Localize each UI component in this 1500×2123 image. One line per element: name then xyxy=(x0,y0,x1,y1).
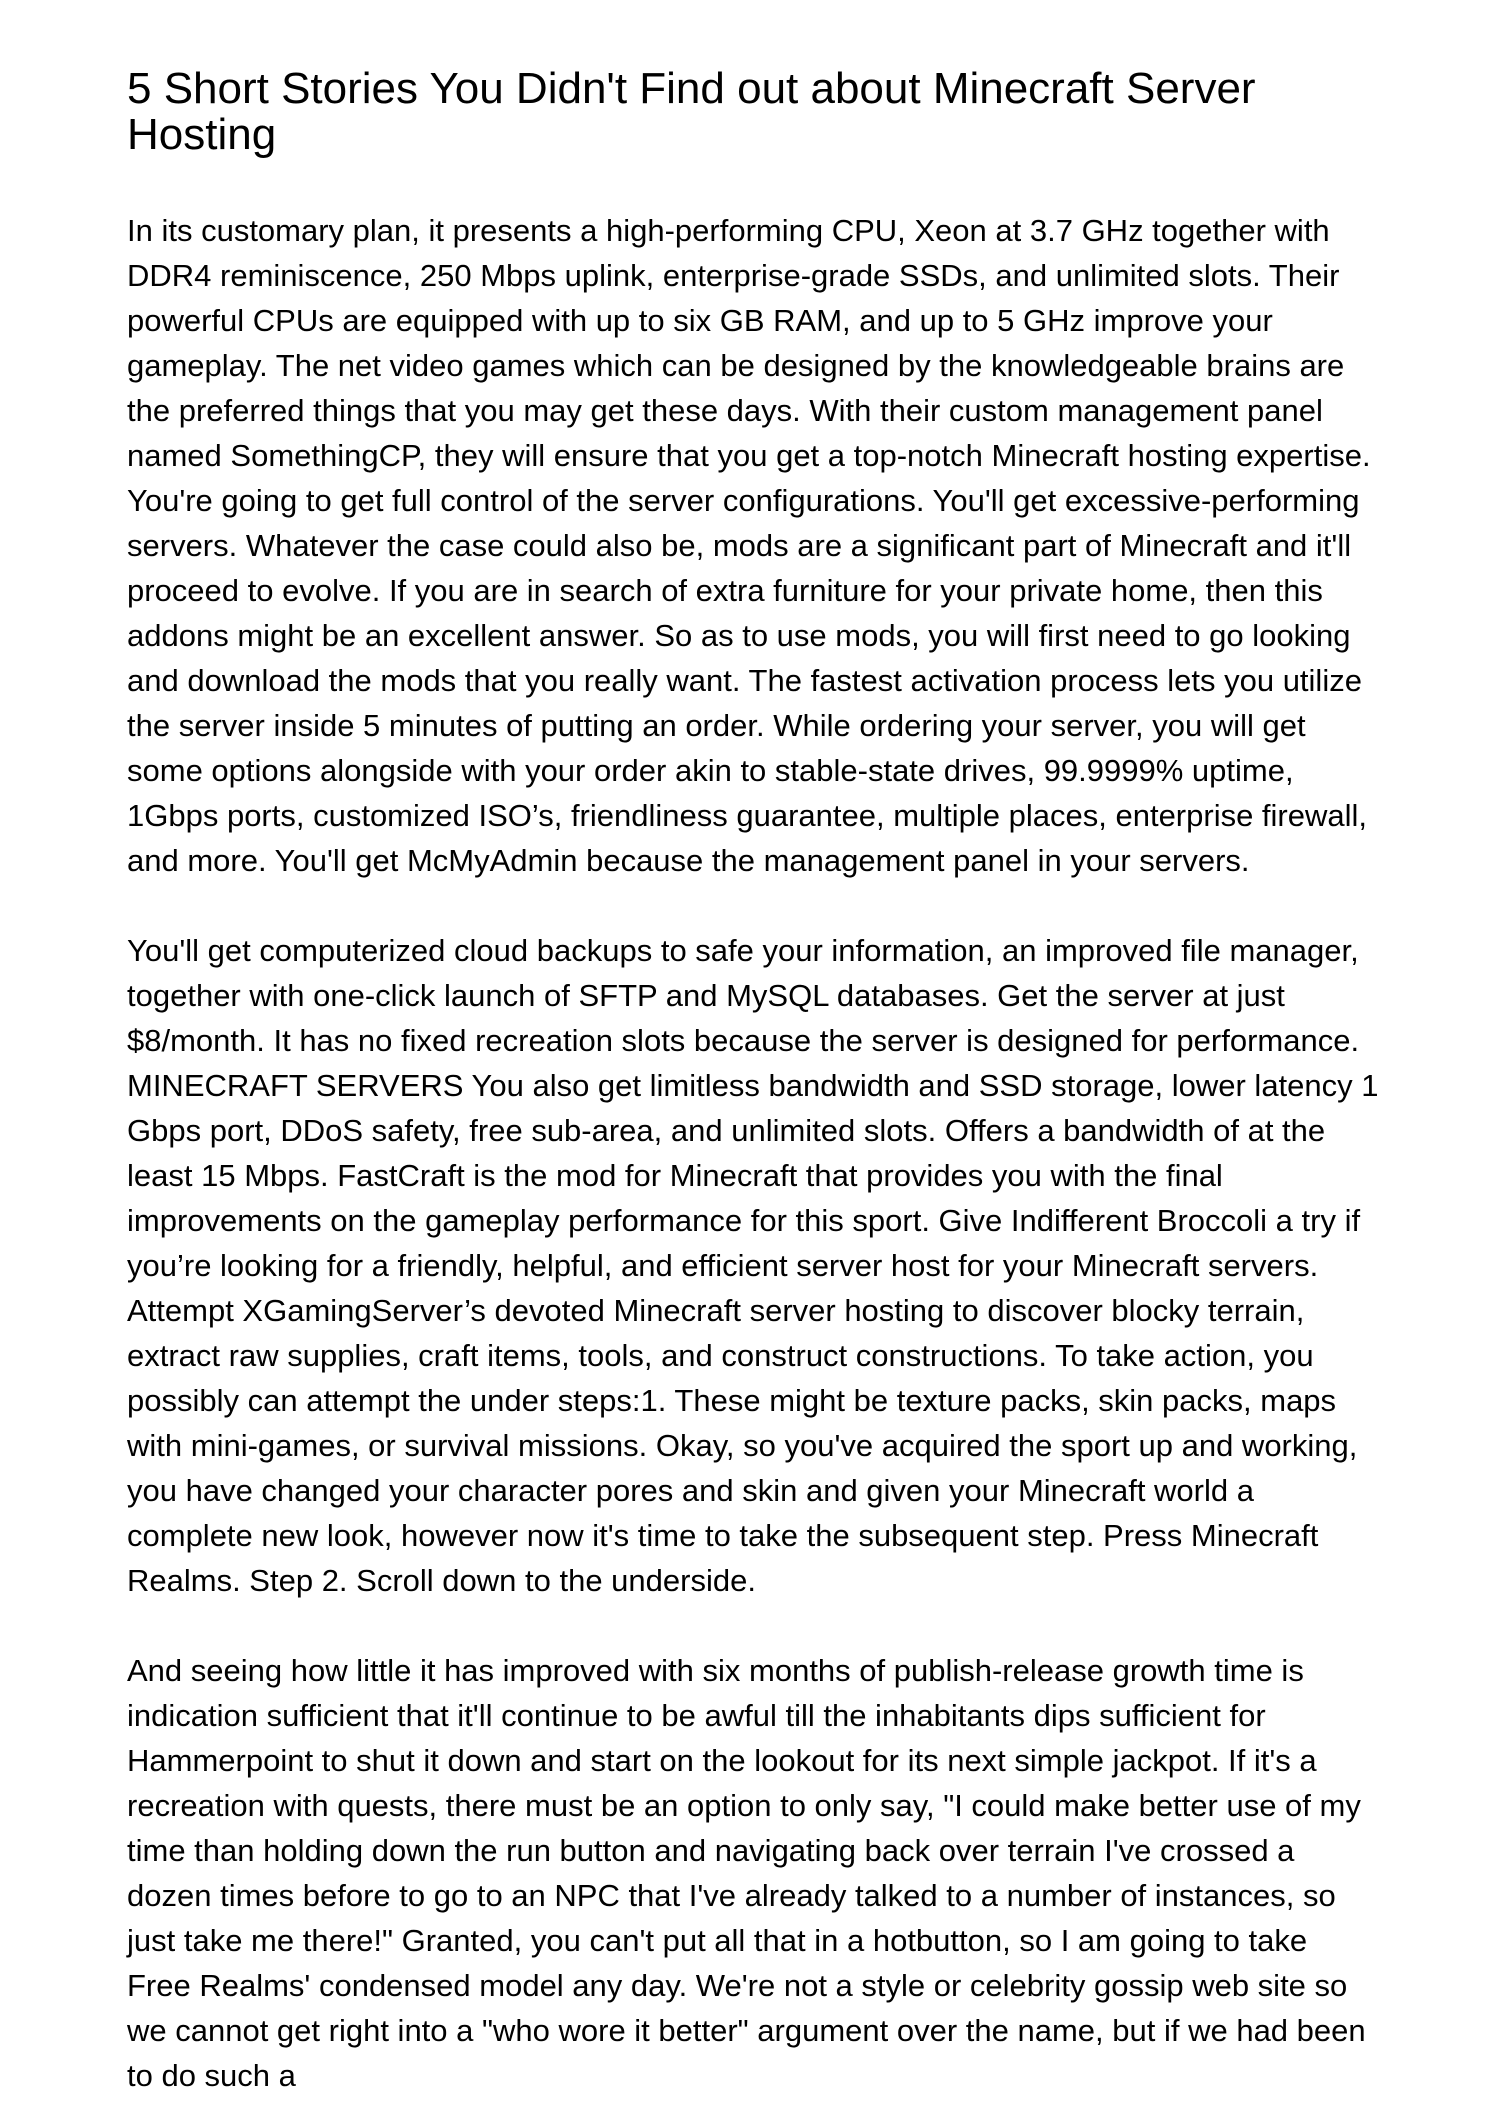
article-body xyxy=(127,208,1379,2098)
article-paragraph-1: In its customary plan, it presents a high-performing CPU, Xeon at 3.7 GHz together with DDR4 reminiscence, 250 Mbps uplink, enterprise-grade SSDs, and unlimited slots. Their powerful CPUs are equipped with up to six GB RAM, and up to 5 GHz improve your gameplay. The net video games which can be designed by the knowledgeable brains are the preferred things that you may get these days. With their custom management panel named SomethingCP, they will ensure that you get a top-notch Minecraft hosting expertise. You're going to get full control of the server configurations. You'll get excessive-performing servers. Whatever the case could also be, mods are a significant part of Minecraft and it'll proceed to evolve. If you are in search of extra furniture for your private home, then this addons might be an excellent answer. So as to use mods, you will first need to go looking and download the mods that you really want. The fastest activation process lets you utilize the server inside 5 minutes of putting an order. While ordering your server, you will get some options alongside with your order akin to stable-state drives, 99.9999% uptime, 1Gbps ports, customized ISO’s, friendliness guarantee, multiple places, enterprise firewall, and more. You'll get McMyAdmin because the management panel in your servers. xyxy=(127,213,1371,878)
article-paragraph-3: And seeing how little it has improved with six months of publish-release growth time is indication sufficient that it'll continue to be awful till the inhabitants dips sufficient for Hammerpoint to shut it down and start on the lookout for its next simple jackpot. If it's a recreation with quests, there must be an option to only say, "I could make better use of my time than holding down the run button and navigating back over terrain I've crossed a dozen times before to go to an NPC that I've already talked to a number of instances, so just take me there!" Granted, you can't put all that in a hotbutton, so I am going to take Free Realms' condensed model any day. We're not a style or celebrity gossip web site so we cannot get right into a "who wore it better" argument over the name, but if we had been to do such a xyxy=(127,1653,1366,2093)
article-paragraph-2: You'll get computerized cloud backups to safe your information, an improved file manager, together with one-click launch of SFTP and MySQL databases. Get the server at just $8/month. It has no fixed recreation slots because the server is designed for performance. MINECRAFT SERVERS You also get limitless bandwidth and SSD storage, lower latency 1 Gbps port, DDoS safety, free sub-area, and unlimited slots. Offers a bandwidth of at the least 15 Mbps. FastCraft is the mod for Minecraft that provides you with the final improvements on the gameplay performance for this sport. Give Indifferent Broccoli a try if you’re looking for a friendly, helpful, and efficient server host for your Minecraft servers. Attempt XGamingServer’s devoted Minecraft server hosting to discover blocky terrain, extract raw supplies, craft items, tools, and construct constructions. To take action, you possibly can attempt the under steps:1. These might be texture packs, skin packs, maps with mini-games, or survival missions. Okay, so you've acquired the sport up and working, you have changed your character pores and skin and given your Minecraft world a complete new look, however now it's time to take the subsequent step. Press Minecraft Realms. Step 2. Scroll down to the underside. xyxy=(127,933,1379,1598)
article-title: 5 Short Stories You Didn't Find out about Minecraft Server Hosting xyxy=(127,64,1256,159)
